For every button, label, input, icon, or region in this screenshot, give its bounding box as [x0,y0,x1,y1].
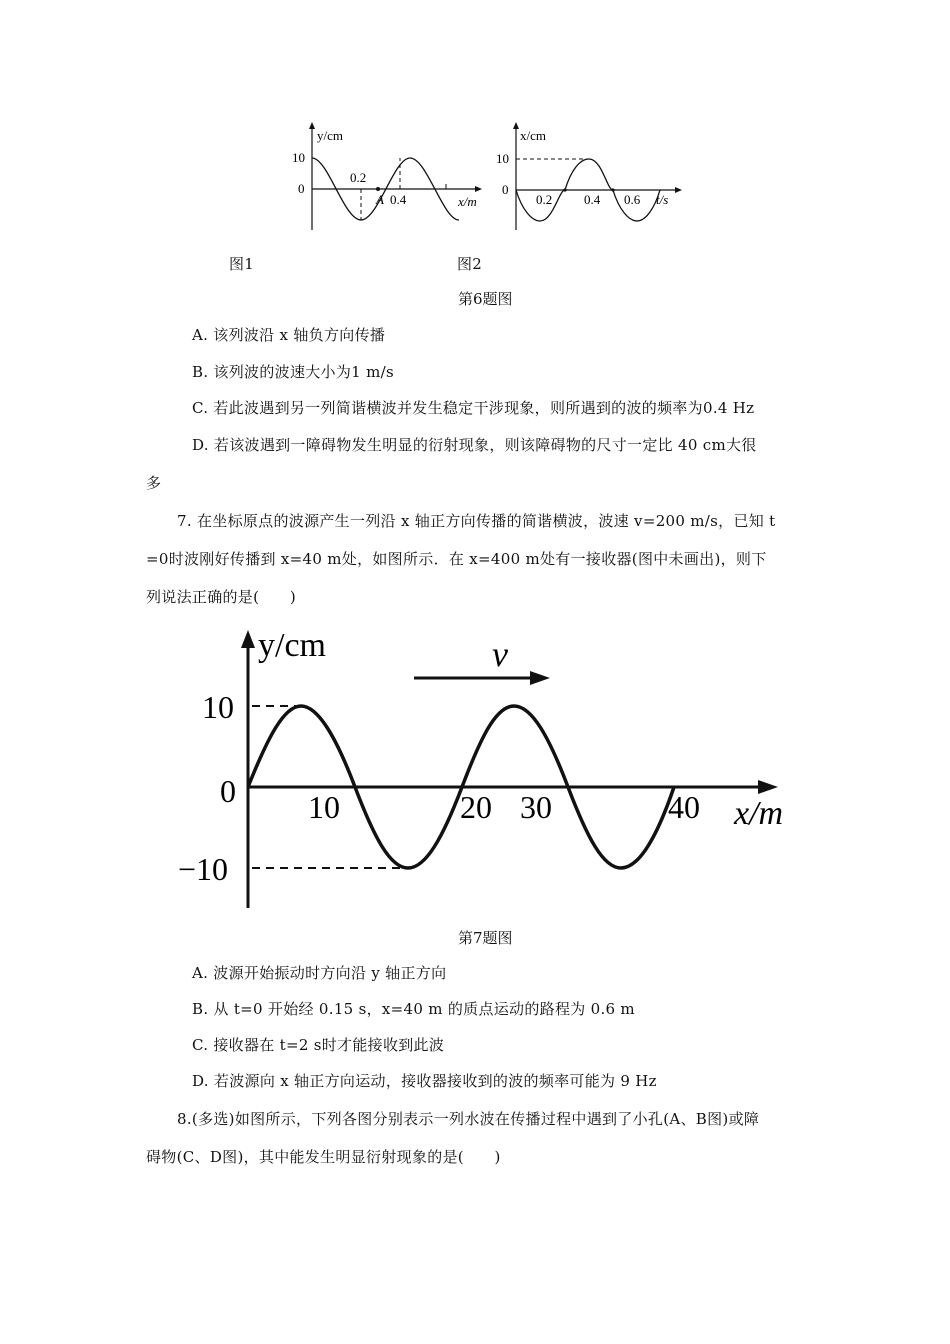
fig2-tick-04: 0.4 [584,192,601,207]
q7-stem-line3: 列说法正确的是( ) [146,588,297,606]
fig1-x-label: x/m [458,194,477,209]
fig2-tick-y0: 0 [502,182,509,197]
fig2-tick-06: 0.6 [624,192,641,207]
fig1-tick-y0: 0 [298,181,305,196]
q7-option-a: A. 波源开始振动时方向沿 y 轴正方向 [192,964,447,982]
fig7-y-arrow [241,630,255,648]
fig7-tick-yneg10: −10 [178,851,229,887]
fig7-graph [178,622,816,914]
q7-option-c: C. 接收器在 t=2 s时才能接收到此波 [192,1036,445,1054]
fig2-tick-02: 0.2 [536,192,553,207]
fig1-tick-y10: 10 [292,150,305,165]
fig2-x-arrow [675,187,682,193]
fig6-graph-2 [488,118,698,238]
fig1-tick-02: 0.2 [350,170,367,185]
q7-stem-line1: 7. 在坐标原点的波源产生一列沿 x 轴正方向传播的简谐横波，波速 v=200 m/s，已知 t [177,512,776,530]
fig1-y-arrow [309,122,315,129]
fig7-tick-10: 10 [308,789,340,825]
fig1-tick-04: 0.4 [390,192,407,207]
fig7-x-arrow [758,780,778,794]
fig7-tick-20: 20 [460,789,492,825]
fig2-tick-y10: 10 [496,151,509,166]
q6-option-c: C. 若此波遇到另一列简谐横波并发生稳定干涉现象，则所遇到的波的频率为0.4 Hz [192,399,755,417]
fig6-label-1: 图1 [229,255,255,273]
fig7-velocity-arrowhead [530,671,550,685]
fig2-point-02 [563,188,566,191]
fig2-x-label: t/s [656,192,669,207]
q8-stem-line1: 8.(多选)如图所示，下列各图分别表示一列水波在传播过程中遇到了小孔(A、B图)或障 [177,1110,760,1128]
q7-stem-line2: =0时波刚好传播到 x=40 m处，如图所示．在 x=400 m处有一接收器(图中未画出)，则下 [146,550,767,568]
fig1-y-label: y/cm [317,128,343,143]
fig6-caption: 第6题图 [458,290,513,308]
q7-option-d: D. 若波源向 x 轴正方向运动，接收器接收到的波的频率可能为 9 Hz [192,1072,657,1090]
fig7-y-label: y/cm [258,627,326,664]
fig7-tick-30: 30 [520,789,552,825]
q6-option-a: A. 该列波沿 x 轴负方向传播 [192,326,386,344]
fig7-x-label: x/m [734,795,784,832]
fig7-tick-40: 40 [668,789,700,825]
q6-option-d: D. 若该波遇到一障碍物发生明显的衍射现象，则该障碍物的尺寸一定比 40 cm大很 [192,436,757,454]
q7-option-b: B. 从 t=0 开始经 0.15 s，x=40 m 的质点运动的路程为 0.6 m [192,1000,635,1018]
fig2-y-arrow [513,122,519,129]
fig1-point-a [376,187,380,191]
fig1-x-arrow [475,186,482,192]
fig6-label-2: 图2 [457,255,483,273]
fig7-tick-y0: 0 [220,773,236,809]
q6-option-d-cont: 多 [146,474,162,492]
fig7-caption: 第7题图 [458,929,513,947]
q8-stem-line2: 碍物(C、D图)，其中能发生明显衍射现象的是( ) [146,1148,501,1166]
fig1-point-a-label: A [376,192,384,207]
fig7-velocity-label: v [492,634,508,674]
fig2-point-04 [611,188,614,191]
fig6-graph-1 [280,118,495,238]
q6-option-b: B. 该列波的波速大小为1 m/s [192,363,394,381]
fig7-tick-y10: 10 [202,689,234,725]
fig2-y-label: x/cm [520,128,546,143]
